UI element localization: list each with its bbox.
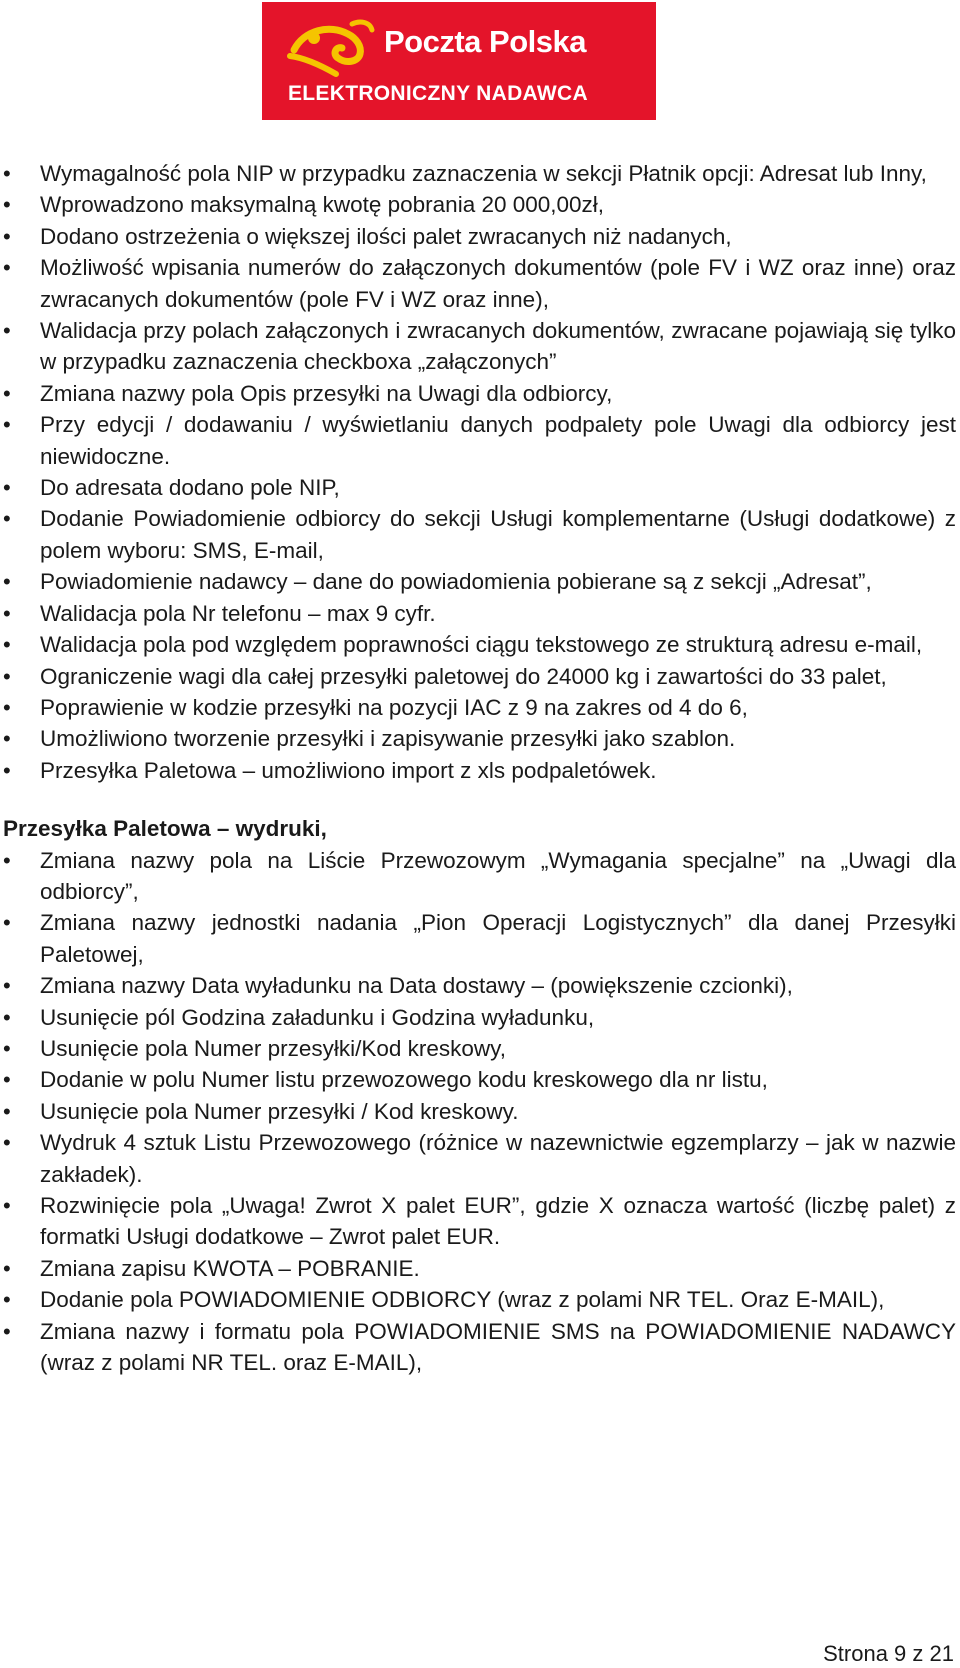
list-item: • Zmiana zapisu KWOTA – POBRANIE. [40, 1253, 956, 1284]
changes-list [0, 158, 960, 786]
list-item: • Możliwość wpisania numerów do załączonych dokumentów (pole FV i WZ oraz inne) oraz zwracanych dokumentów (pole FV i WZ oraz inne), [40, 252, 956, 315]
list-item: • Powiadomienie nadawcy – dane do powiadomienia pobierane są z sekcji „Adresat”, [40, 566, 956, 597]
list-item: • Do adresata dodano pole NIP, [40, 472, 956, 503]
list-item: • Dodanie w polu Numer listu przewozowego kodu kreskowego dla nr listu, [40, 1064, 956, 1095]
list-item: • Poprawienie w kodzie przesyłki na pozycji IAC z 9 na zakres od 4 do 6, [40, 692, 956, 723]
page-number: Strona 9 z 21 [823, 1641, 954, 1666]
list-item: • Walidacja pola Nr telefonu – max 9 cyfr. [40, 598, 956, 629]
list-item: • Zmiana nazwy pola Opis przesyłki na Uwagi dla odbiorcy, [40, 378, 956, 409]
printouts-list [0, 845, 960, 1379]
section-heading: Przesyłka Paletowa – wydruki, [3, 816, 327, 842]
poczta-polska-logo [262, 2, 656, 120]
list-item: • Przy edycji / dodawaniu / wyświetlaniu danych podpalety pole Uwagi dla odbiorcy jest niewidoczne. [40, 409, 956, 472]
list-item: • Usunięcie pola Numer przesyłki / Kod kreskowy. [40, 1096, 956, 1127]
list-item: • Ograniczenie wagi dla całej przesyłki paletowej do 24000 kg i zawartości do 33 palet, [40, 661, 956, 692]
list-item: • Usunięcie pola Numer przesyłki/Kod kreskowy, [40, 1033, 956, 1064]
logo-name: Poczta Polska [384, 24, 586, 59]
list-item: • Zmiana nazwy Data wyładunku na Data dostawy – (powiększenie czcionki), [40, 970, 956, 1001]
list-item: • Zmiana nazwy pola na Liście Przewozowym „Wymagania specjalne” na „Uwagi dla odbiorcy”, [40, 845, 956, 908]
list-item: • Zmiana nazwy jednostki nadania „Pion Operacji Logistycznych” dla danej Przesyłki Paletowej, [40, 907, 956, 970]
list-item: • Walidacja pola pod względem poprawności ciągu tekstowego ze strukturą adresu e-mail, [40, 629, 956, 660]
list-item: • Usunięcie pól Godzina załadunku i Godzina wyładunku, [40, 1002, 956, 1033]
list-item: • Wprowadzono maksymalną kwotę pobrania 20 000,00zł, [40, 189, 956, 220]
list-item: • Rozwinięcie pola „Uwaga! Zwrot X palet EUR”, gdzie X oznacza wartość (liczbę palet) z formatki Usługi dodatkowe – Zwrot palet EUR. [40, 1190, 956, 1253]
list-item: • Dodanie Powiadomienie odbiorcy do sekcji Usługi komplementarne (Usługi dodatkowe) z polem wyboru: SMS, E-mail, [40, 503, 956, 566]
list-item: • Dodano ostrzeżenia o większej ilości palet zwracanych niż nadanych, [40, 221, 956, 252]
logo-subtitle: ELEKTRONICZNY NADAWCA [288, 82, 588, 105]
list-item: • Dodanie pola POWIADOMIENIE ODBIORCY (wraz z polami NR TEL. Oraz E-MAIL), [40, 1284, 956, 1315]
list-item: • Wymagalność pola NIP w przypadku zaznaczenia w sekcji Płatnik opcji: Adresat lub Inny, [40, 158, 956, 189]
document-body [0, 158, 960, 1378]
list-item: • Walidacja przy polach załączonych i zwracanych dokumentów, zwracane pojawiają się tylko w przypadku zaznaczenia checkboxa „załączonych” [40, 315, 956, 378]
list-item: • Umożliwiono tworzenie przesyłki i zapisywanie przesyłki jako szablon. [40, 723, 956, 754]
list-item: • Przesyłka Paletowa – umożliwiono import z xls podpaletówek. [40, 755, 956, 786]
post-horn-icon [286, 16, 376, 80]
list-item: • Wydruk 4 sztuk Listu Przewozowego (różnice w nazewnictwie egzemplarzy – jak w nazwie zakładek). [40, 1127, 956, 1190]
list-item: • Zmiana nazwy i formatu pola POWIADOMIENIE SMS na POWIADOMIENIE NADAWCY (wraz z polami NR TEL. oraz E-MAIL), [40, 1316, 956, 1379]
